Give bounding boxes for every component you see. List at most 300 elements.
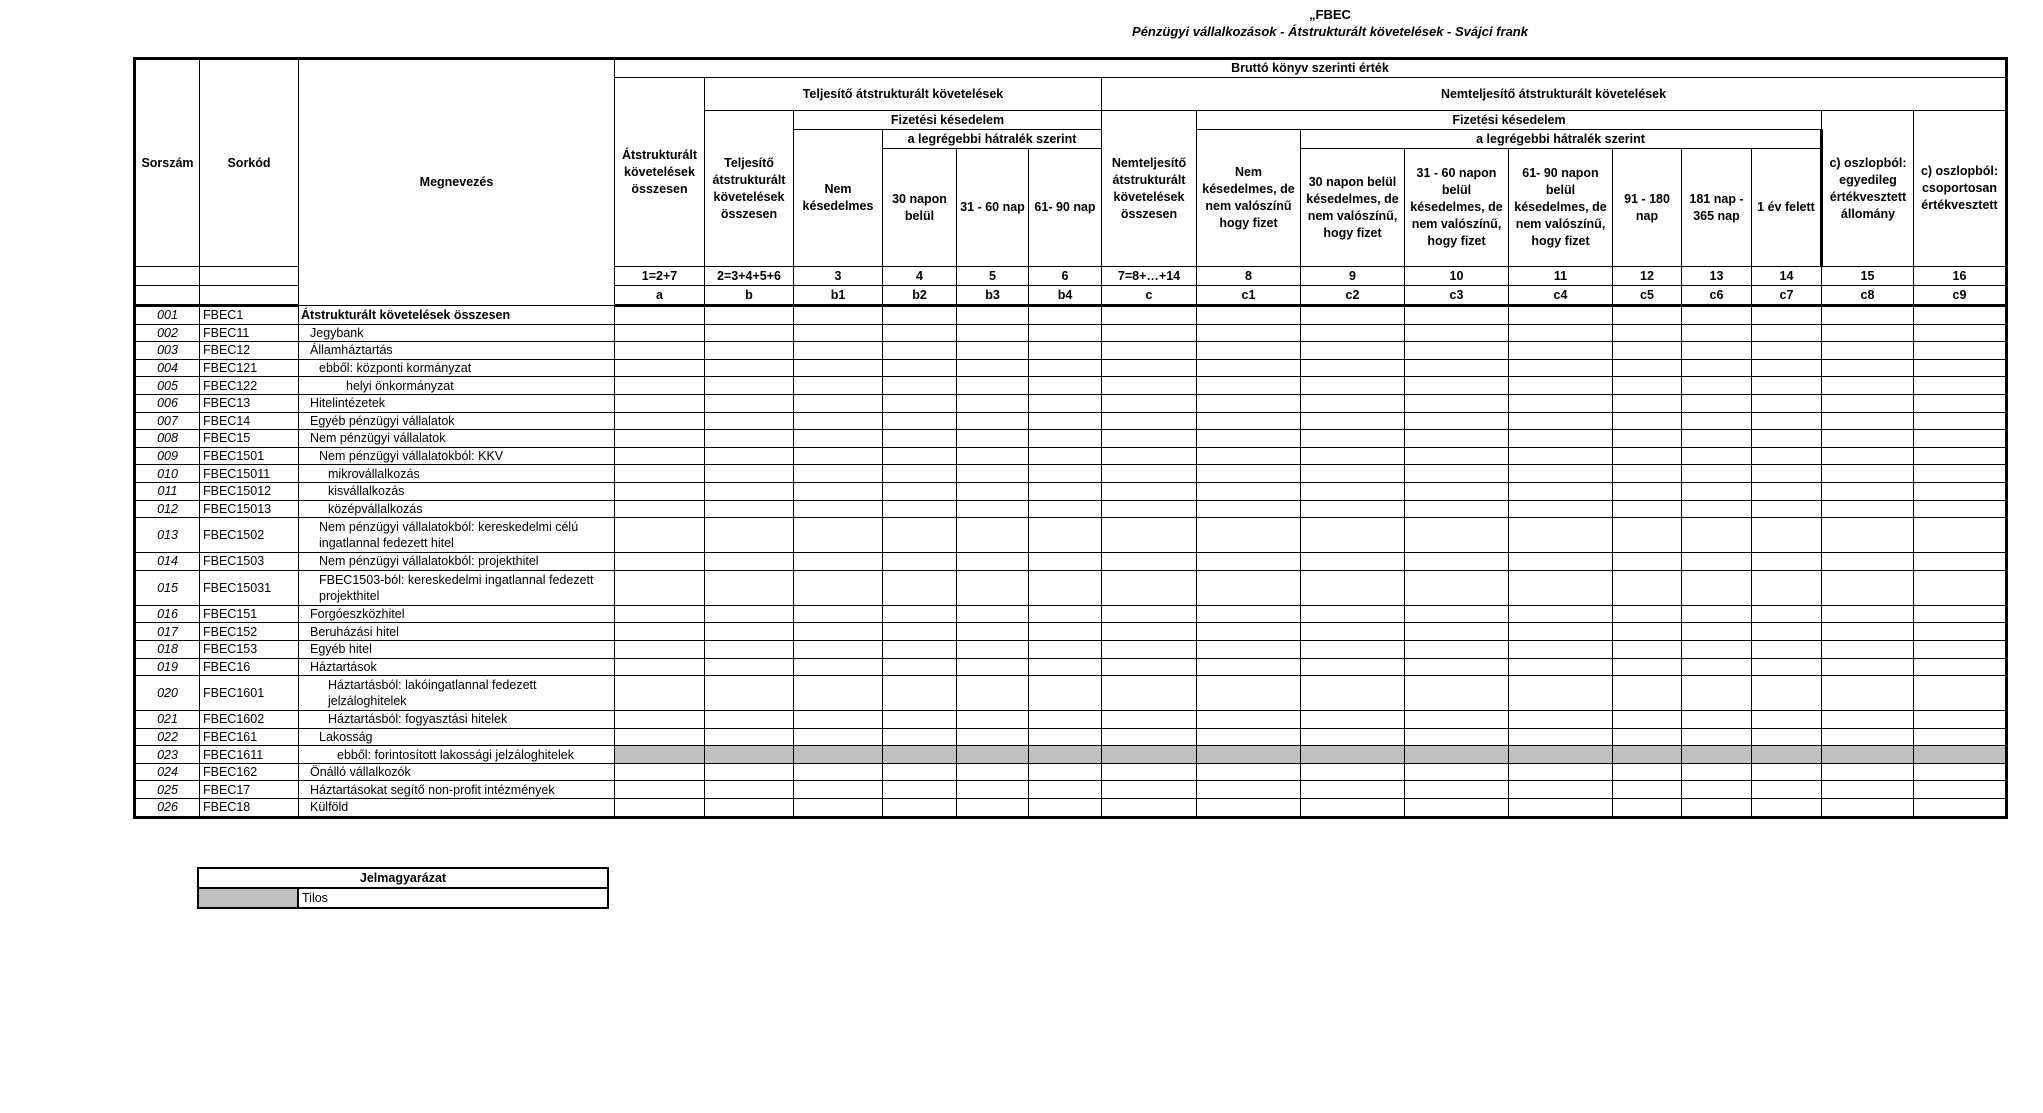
value-cell[interactable]	[1682, 553, 1752, 571]
value-cell[interactable]	[883, 377, 957, 395]
value-cell[interactable]	[1682, 430, 1752, 448]
value-cell[interactable]	[1682, 482, 1752, 500]
value-cell[interactable]	[615, 465, 705, 483]
value-cell[interactable]	[1613, 377, 1682, 395]
value-cell[interactable]	[1509, 500, 1613, 518]
value-cell[interactable]	[1822, 676, 1914, 711]
value-cell[interactable]	[1914, 763, 2007, 781]
value-cell[interactable]	[883, 711, 957, 729]
value-cell[interactable]	[1197, 465, 1301, 483]
value-cell[interactable]	[1509, 359, 1613, 377]
value-cell[interactable]	[883, 342, 957, 360]
value-cell[interactable]	[1752, 359, 1822, 377]
value-cell[interactable]	[1102, 605, 1197, 623]
value-cell[interactable]	[883, 640, 957, 658]
value-cell[interactable]	[1029, 658, 1102, 676]
value-cell[interactable]	[1197, 676, 1301, 711]
value-cell[interactable]	[1029, 447, 1102, 465]
value-cell[interactable]	[1102, 447, 1197, 465]
value-cell[interactable]	[1029, 412, 1102, 430]
value-cell[interactable]	[1914, 518, 2007, 553]
value-cell[interactable]	[1197, 377, 1301, 395]
value-cell[interactable]	[1197, 763, 1301, 781]
value-cell[interactable]	[705, 359, 794, 377]
value-cell[interactable]	[883, 482, 957, 500]
value-cell[interactable]	[1509, 763, 1613, 781]
value-cell[interactable]	[1752, 781, 1822, 799]
value-cell[interactable]	[1752, 394, 1822, 412]
value-cell[interactable]	[794, 412, 883, 430]
value-cell[interactable]	[1752, 570, 1822, 605]
value-cell[interactable]	[1682, 763, 1752, 781]
value-cell[interactable]	[1613, 781, 1682, 799]
value-cell[interactable]	[1914, 394, 2007, 412]
value-cell[interactable]	[1102, 570, 1197, 605]
value-cell[interactable]	[794, 447, 883, 465]
value-cell[interactable]	[1914, 658, 2007, 676]
value-cell[interactable]	[1301, 500, 1405, 518]
value-cell[interactable]	[1822, 570, 1914, 605]
value-cell[interactable]	[1752, 763, 1822, 781]
value-cell[interactable]	[1509, 658, 1613, 676]
value-cell[interactable]	[1405, 553, 1509, 571]
value-cell[interactable]	[1301, 324, 1405, 342]
value-cell[interactable]	[1102, 781, 1197, 799]
value-cell[interactable]	[883, 306, 957, 325]
value-cell[interactable]	[883, 658, 957, 676]
value-cell[interactable]	[1613, 324, 1682, 342]
value-cell[interactable]	[705, 763, 794, 781]
value-cell[interactable]	[1197, 640, 1301, 658]
value-cell[interactable]	[1914, 676, 2007, 711]
value-cell[interactable]	[615, 342, 705, 360]
value-cell[interactable]	[1613, 623, 1682, 641]
value-cell[interactable]	[1029, 465, 1102, 483]
value-cell[interactable]	[1822, 623, 1914, 641]
value-cell[interactable]	[1682, 676, 1752, 711]
value-cell[interactable]	[1914, 781, 2007, 799]
value-cell[interactable]	[1509, 799, 1613, 818]
value-cell[interactable]	[705, 342, 794, 360]
value-cell[interactable]	[1029, 482, 1102, 500]
value-cell[interactable]	[1301, 342, 1405, 360]
value-cell[interactable]	[1405, 412, 1509, 430]
value-cell[interactable]	[705, 640, 794, 658]
value-cell[interactable]	[1301, 781, 1405, 799]
value-cell[interactable]	[1029, 728, 1102, 746]
value-cell[interactable]	[615, 781, 705, 799]
value-cell[interactable]	[1822, 799, 1914, 818]
value-cell[interactable]	[883, 781, 957, 799]
value-cell[interactable]	[1752, 658, 1822, 676]
value-cell[interactable]	[1914, 359, 2007, 377]
value-cell[interactable]	[1914, 553, 2007, 571]
value-cell[interactable]	[957, 570, 1029, 605]
value-cell[interactable]	[1029, 306, 1102, 325]
value-cell[interactable]	[794, 623, 883, 641]
value-cell[interactable]	[1822, 605, 1914, 623]
value-cell[interactable]	[1102, 342, 1197, 360]
value-cell[interactable]	[1822, 518, 1914, 553]
value-cell[interactable]	[705, 324, 794, 342]
value-cell[interactable]	[1301, 306, 1405, 325]
value-cell[interactable]	[1682, 394, 1752, 412]
value-cell[interactable]	[1822, 342, 1914, 360]
value-cell[interactable]	[1197, 412, 1301, 430]
value-cell[interactable]	[1822, 500, 1914, 518]
value-cell[interactable]	[1682, 465, 1752, 483]
value-cell[interactable]	[1914, 377, 2007, 395]
value-cell[interactable]	[1613, 570, 1682, 605]
value-cell[interactable]	[957, 377, 1029, 395]
value-cell[interactable]	[615, 359, 705, 377]
value-cell[interactable]	[1613, 518, 1682, 553]
value-cell[interactable]	[957, 763, 1029, 781]
value-cell[interactable]	[615, 570, 705, 605]
value-cell[interactable]	[794, 781, 883, 799]
value-cell[interactable]	[1029, 430, 1102, 448]
value-cell[interactable]	[1405, 500, 1509, 518]
value-cell[interactable]	[1029, 324, 1102, 342]
value-cell[interactable]	[1102, 394, 1197, 412]
value-cell[interactable]	[615, 605, 705, 623]
value-cell[interactable]	[1752, 728, 1822, 746]
value-cell[interactable]	[1613, 658, 1682, 676]
value-cell[interactable]	[883, 676, 957, 711]
value-cell[interactable]	[883, 605, 957, 623]
value-cell[interactable]	[1029, 623, 1102, 641]
value-cell[interactable]	[1822, 324, 1914, 342]
value-cell[interactable]	[1613, 306, 1682, 325]
value-cell[interactable]	[1102, 799, 1197, 818]
value-cell[interactable]	[1613, 500, 1682, 518]
value-cell[interactable]	[1914, 623, 2007, 641]
value-cell[interactable]	[1914, 324, 2007, 342]
value-cell[interactable]	[1682, 518, 1752, 553]
value-cell[interactable]	[1102, 430, 1197, 448]
value-cell[interactable]	[883, 430, 957, 448]
value-cell[interactable]	[1301, 570, 1405, 605]
value-cell[interactable]	[1102, 412, 1197, 430]
value-cell[interactable]	[1682, 711, 1752, 729]
value-cell[interactable]	[1613, 763, 1682, 781]
value-cell[interactable]	[615, 482, 705, 500]
value-cell[interactable]	[1197, 342, 1301, 360]
value-cell[interactable]	[1197, 570, 1301, 605]
value-cell[interactable]	[1405, 394, 1509, 412]
value-cell[interactable]	[957, 359, 1029, 377]
value-cell[interactable]	[1752, 676, 1822, 711]
value-cell[interactable]	[1752, 377, 1822, 395]
value-cell[interactable]	[705, 465, 794, 483]
value-cell[interactable]	[1405, 465, 1509, 483]
value-cell[interactable]	[883, 500, 957, 518]
value-cell[interactable]	[1405, 676, 1509, 711]
value-cell[interactable]	[1102, 640, 1197, 658]
value-cell[interactable]	[1914, 465, 2007, 483]
value-cell[interactable]	[1822, 640, 1914, 658]
value-cell[interactable]	[1301, 711, 1405, 729]
value-cell[interactable]	[1197, 711, 1301, 729]
value-cell[interactable]	[1613, 447, 1682, 465]
value-cell[interactable]	[615, 447, 705, 465]
value-cell[interactable]	[1822, 359, 1914, 377]
value-cell[interactable]	[883, 728, 957, 746]
value-cell[interactable]	[1102, 711, 1197, 729]
value-cell[interactable]	[1914, 412, 2007, 430]
value-cell[interactable]	[1301, 518, 1405, 553]
value-cell[interactable]	[794, 605, 883, 623]
value-cell[interactable]	[1613, 394, 1682, 412]
value-cell[interactable]	[1682, 605, 1752, 623]
value-cell[interactable]	[705, 781, 794, 799]
value-cell[interactable]	[957, 324, 1029, 342]
value-cell[interactable]	[1822, 306, 1914, 325]
value-cell[interactable]	[705, 306, 794, 325]
value-cell[interactable]	[1029, 711, 1102, 729]
value-cell[interactable]	[1029, 676, 1102, 711]
value-cell[interactable]	[1301, 605, 1405, 623]
value-cell[interactable]	[1509, 430, 1613, 448]
value-cell[interactable]	[1102, 553, 1197, 571]
value-cell[interactable]	[1752, 623, 1822, 641]
value-cell[interactable]	[1682, 412, 1752, 430]
value-cell[interactable]	[1301, 763, 1405, 781]
value-cell[interactable]	[883, 763, 957, 781]
value-cell[interactable]	[1613, 711, 1682, 729]
value-cell[interactable]	[705, 728, 794, 746]
value-cell[interactable]	[615, 623, 705, 641]
value-cell[interactable]	[1301, 394, 1405, 412]
value-cell[interactable]	[883, 447, 957, 465]
value-cell[interactable]	[957, 623, 1029, 641]
value-cell[interactable]	[615, 640, 705, 658]
value-cell[interactable]	[1301, 482, 1405, 500]
value-cell[interactable]	[615, 412, 705, 430]
value-cell[interactable]	[794, 377, 883, 395]
value-cell[interactable]	[1682, 781, 1752, 799]
value-cell[interactable]	[1509, 676, 1613, 711]
value-cell[interactable]	[1752, 430, 1822, 448]
value-cell[interactable]	[957, 658, 1029, 676]
value-cell[interactable]	[1914, 711, 2007, 729]
value-cell[interactable]	[1301, 377, 1405, 395]
value-cell[interactable]	[1197, 324, 1301, 342]
value-cell[interactable]	[1752, 482, 1822, 500]
value-cell[interactable]	[1509, 570, 1613, 605]
value-cell[interactable]	[615, 763, 705, 781]
value-cell[interactable]	[1405, 763, 1509, 781]
value-cell[interactable]	[1822, 781, 1914, 799]
value-cell[interactable]	[1197, 728, 1301, 746]
value-cell[interactable]	[1509, 605, 1613, 623]
value-cell[interactable]	[1029, 605, 1102, 623]
value-cell[interactable]	[705, 676, 794, 711]
value-cell[interactable]	[1682, 500, 1752, 518]
value-cell[interactable]	[1822, 430, 1914, 448]
value-cell[interactable]	[794, 676, 883, 711]
value-cell[interactable]	[1029, 763, 1102, 781]
value-cell[interactable]	[705, 447, 794, 465]
value-cell[interactable]	[705, 430, 794, 448]
value-cell[interactable]	[1197, 658, 1301, 676]
value-cell[interactable]	[1914, 500, 2007, 518]
value-cell[interactable]	[705, 711, 794, 729]
value-cell[interactable]	[1752, 306, 1822, 325]
value-cell[interactable]	[1752, 605, 1822, 623]
value-cell[interactable]	[1405, 623, 1509, 641]
value-cell[interactable]	[1301, 728, 1405, 746]
value-cell[interactable]	[1613, 640, 1682, 658]
value-cell[interactable]	[1752, 799, 1822, 818]
value-cell[interactable]	[1029, 377, 1102, 395]
value-cell[interactable]	[1102, 465, 1197, 483]
value-cell[interactable]	[1914, 799, 2007, 818]
value-cell[interactable]	[1102, 658, 1197, 676]
value-cell[interactable]	[794, 711, 883, 729]
value-cell[interactable]	[705, 482, 794, 500]
value-cell[interactable]	[1301, 623, 1405, 641]
value-cell[interactable]	[957, 412, 1029, 430]
value-cell[interactable]	[1682, 728, 1752, 746]
value-cell[interactable]	[1102, 728, 1197, 746]
value-cell[interactable]	[615, 728, 705, 746]
value-cell[interactable]	[794, 500, 883, 518]
value-cell[interactable]	[1822, 465, 1914, 483]
value-cell[interactable]	[1613, 482, 1682, 500]
value-cell[interactable]	[957, 640, 1029, 658]
value-cell[interactable]	[1029, 359, 1102, 377]
value-cell[interactable]	[794, 553, 883, 571]
value-cell[interactable]	[1405, 640, 1509, 658]
value-cell[interactable]	[1914, 306, 2007, 325]
value-cell[interactable]	[1301, 430, 1405, 448]
value-cell[interactable]	[957, 781, 1029, 799]
value-cell[interactable]	[1405, 658, 1509, 676]
value-cell[interactable]	[1682, 324, 1752, 342]
value-cell[interactable]	[1301, 359, 1405, 377]
value-cell[interactable]	[1509, 781, 1613, 799]
value-cell[interactable]	[1682, 640, 1752, 658]
value-cell[interactable]	[1613, 728, 1682, 746]
value-cell[interactable]	[705, 658, 794, 676]
value-cell[interactable]	[1301, 640, 1405, 658]
value-cell[interactable]	[1197, 623, 1301, 641]
value-cell[interactable]	[1613, 553, 1682, 571]
value-cell[interactable]	[1301, 412, 1405, 430]
value-cell[interactable]	[1197, 447, 1301, 465]
value-cell[interactable]	[615, 676, 705, 711]
value-cell[interactable]	[957, 482, 1029, 500]
value-cell[interactable]	[1509, 306, 1613, 325]
value-cell[interactable]	[705, 570, 794, 605]
value-cell[interactable]	[615, 711, 705, 729]
value-cell[interactable]	[1914, 605, 2007, 623]
value-cell[interactable]	[1405, 518, 1509, 553]
value-cell[interactable]	[1509, 342, 1613, 360]
value-cell[interactable]	[957, 605, 1029, 623]
value-cell[interactable]	[705, 377, 794, 395]
value-cell[interactable]	[1197, 394, 1301, 412]
value-cell[interactable]	[883, 518, 957, 553]
value-cell[interactable]	[794, 394, 883, 412]
value-cell[interactable]	[1682, 570, 1752, 605]
value-cell[interactable]	[1102, 482, 1197, 500]
value-cell[interactable]	[1509, 377, 1613, 395]
value-cell[interactable]	[1197, 781, 1301, 799]
value-cell[interactable]	[1509, 553, 1613, 571]
value-cell[interactable]	[1752, 553, 1822, 571]
value-cell[interactable]	[1822, 412, 1914, 430]
value-cell[interactable]	[1405, 447, 1509, 465]
value-cell[interactable]	[1301, 447, 1405, 465]
value-cell[interactable]	[1914, 640, 2007, 658]
value-cell[interactable]	[883, 324, 957, 342]
value-cell[interactable]	[1752, 412, 1822, 430]
value-cell[interactable]	[1822, 482, 1914, 500]
value-cell[interactable]	[615, 658, 705, 676]
value-cell[interactable]	[1752, 465, 1822, 483]
value-cell[interactable]	[1029, 570, 1102, 605]
value-cell[interactable]	[705, 553, 794, 571]
value-cell[interactable]	[1822, 377, 1914, 395]
value-cell[interactable]	[705, 605, 794, 623]
value-cell[interactable]	[1509, 711, 1613, 729]
value-cell[interactable]	[1509, 324, 1613, 342]
value-cell[interactable]	[615, 518, 705, 553]
value-cell[interactable]	[1914, 430, 2007, 448]
value-cell[interactable]	[1822, 553, 1914, 571]
value-cell[interactable]	[1197, 799, 1301, 818]
value-cell[interactable]	[957, 676, 1029, 711]
value-cell[interactable]	[615, 500, 705, 518]
value-cell[interactable]	[1509, 623, 1613, 641]
value-cell[interactable]	[1822, 711, 1914, 729]
value-cell[interactable]	[883, 623, 957, 641]
value-cell[interactable]	[1914, 570, 2007, 605]
value-cell[interactable]	[1613, 465, 1682, 483]
value-cell[interactable]	[1405, 430, 1509, 448]
value-cell[interactable]	[1102, 623, 1197, 641]
value-cell[interactable]	[957, 447, 1029, 465]
value-cell[interactable]	[1509, 728, 1613, 746]
value-cell[interactable]	[794, 799, 883, 818]
value-cell[interactable]	[1682, 359, 1752, 377]
value-cell[interactable]	[1029, 518, 1102, 553]
value-cell[interactable]	[705, 518, 794, 553]
value-cell[interactable]	[794, 640, 883, 658]
value-cell[interactable]	[957, 518, 1029, 553]
value-cell[interactable]	[1405, 482, 1509, 500]
value-cell[interactable]	[1822, 394, 1914, 412]
value-cell[interactable]	[1102, 359, 1197, 377]
value-cell[interactable]	[957, 394, 1029, 412]
value-cell[interactable]	[1102, 324, 1197, 342]
value-cell[interactable]	[1102, 500, 1197, 518]
value-cell[interactable]	[957, 342, 1029, 360]
value-cell[interactable]	[957, 728, 1029, 746]
value-cell[interactable]	[705, 623, 794, 641]
value-cell[interactable]	[1822, 447, 1914, 465]
value-cell[interactable]	[794, 763, 883, 781]
value-cell[interactable]	[1682, 306, 1752, 325]
value-cell[interactable]	[957, 465, 1029, 483]
value-cell[interactable]	[1029, 500, 1102, 518]
value-cell[interactable]	[1102, 763, 1197, 781]
value-cell[interactable]	[1822, 728, 1914, 746]
value-cell[interactable]	[1405, 306, 1509, 325]
value-cell[interactable]	[883, 553, 957, 571]
